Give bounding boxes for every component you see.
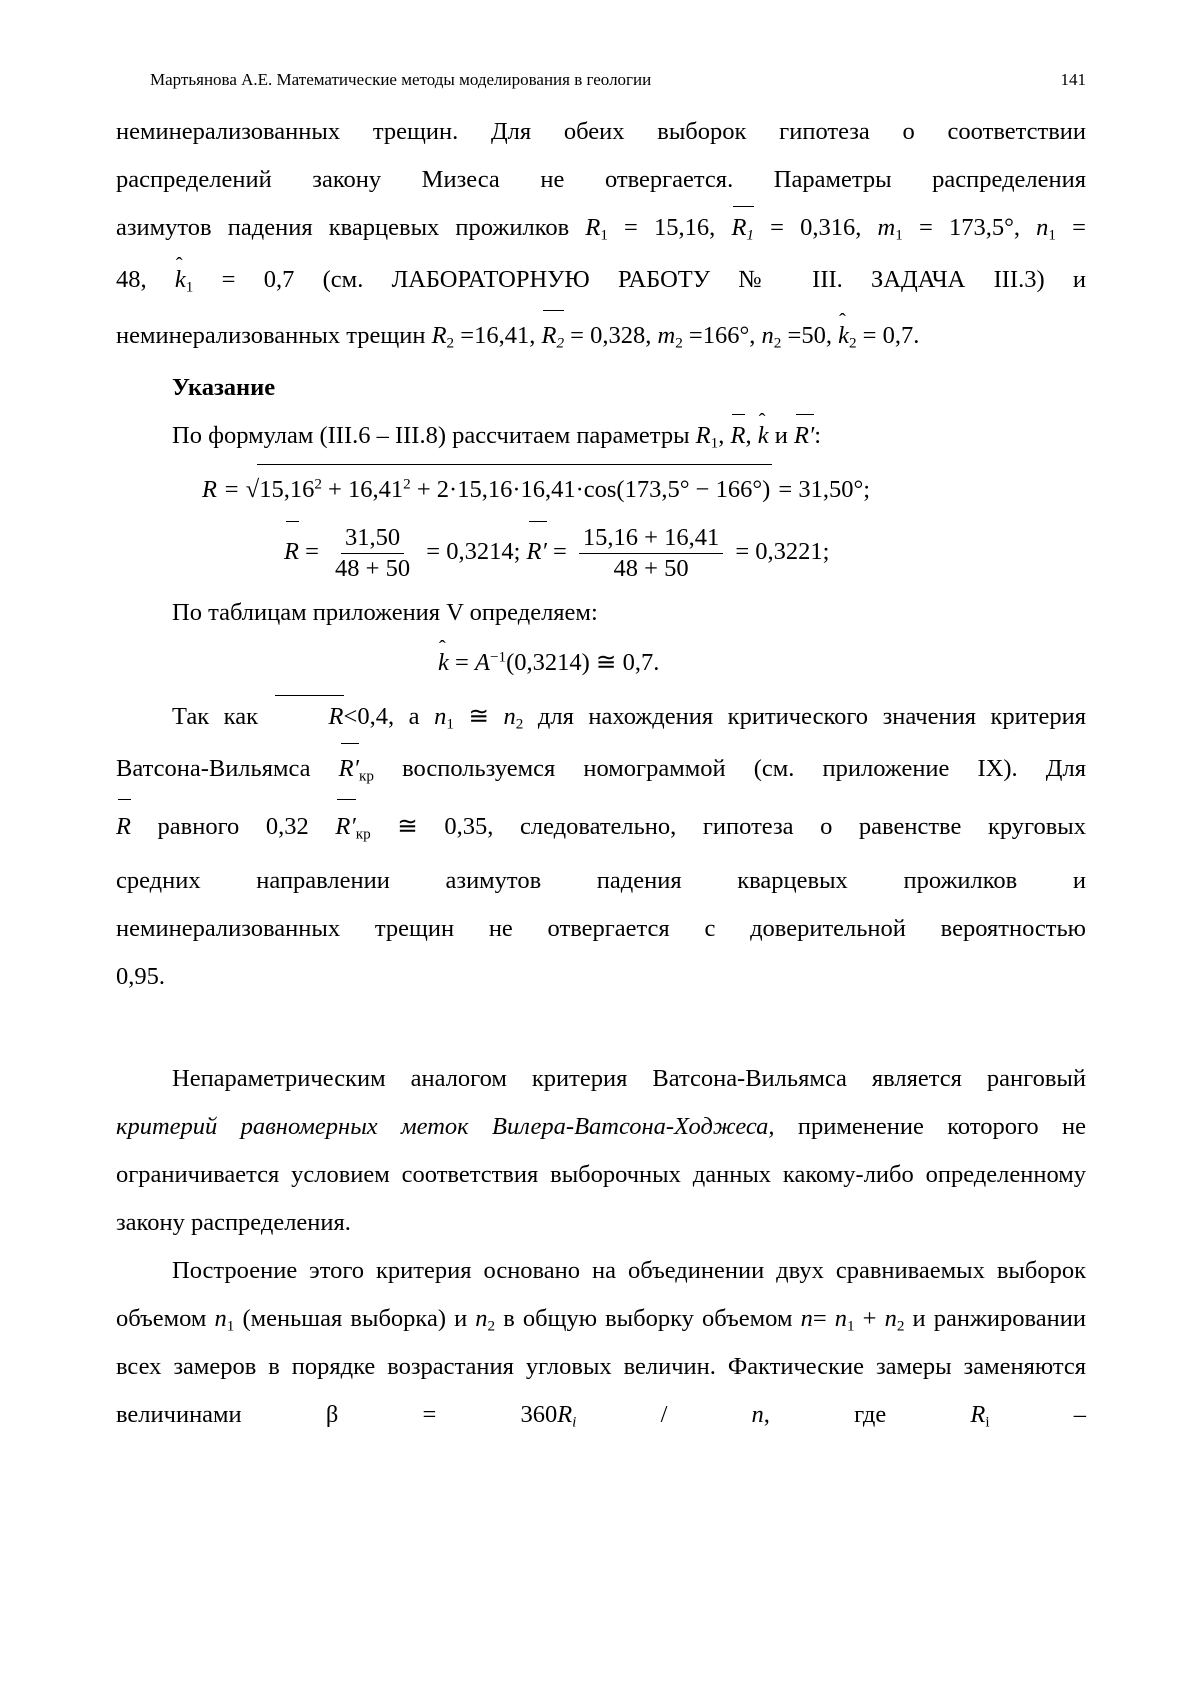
formula-kappa: ˆ $k = A^{-1}(0,3214)$ ≅ 0,7. [116, 637, 1086, 689]
page-body [116, 108, 1086, 1439]
text-line: 0,95. [116, 963, 165, 990]
text-line: По формулам (III.6 – III.8) рассчитаем параметры $R_1$, R, ˆ k и R′: [116, 412, 1086, 460]
formula-mean-resultant: R = $\frac{31,50}{48 + 50}$ = 0,3214; R′ = $\frac{15,16 + 16,41}{48 + 50}$ = 0,3221; [116, 519, 1086, 585]
paragraph-1 [116, 108, 1086, 364]
section-heading: Указание [172, 374, 276, 401]
text-line: азимутов падения кварцевых прожилков $R_1 = 15,16$, $R_1 = 0,316$, $m_1 = 173,5^\circ$, $n_1$ = [116, 204, 1086, 252]
text-line: Ватсона-Вильямса $R'_{кр}$ воспользуемся номограммой (см. приложение IX). Для [116, 741, 1086, 797]
page-number: 141 [1060, 70, 1086, 89]
text-line: распределений закону Мизеса не отвергается. Параметры распределения [116, 166, 1086, 193]
paragraph-6: Построение этого критерия основано на объединении двух сравниваемых выборок объемом $n_1$ (меньшая выборка) и $n_2$ в общую выборку объемом $n= n_1 + n_2$ и ранжировании всех замеров в порядке возрастания угловых величин. Фактические замеры заменяются величинами $\beta = 360R_i / n$, где $R_i$ – [116, 1257, 1087, 1431]
text-line: По таблицам приложения V определяем: [172, 599, 598, 626]
page-header [150, 70, 1086, 94]
text-line: R равного 0,32 $R'_{кр}$ ≅ 0,35, следовательно, гипотеза о равенстве круговых [116, 797, 1086, 857]
text-line: Так как R<0,4, а $n_1$ ≅ $n_2$ для нахождения критического значения критерия [116, 693, 1086, 741]
text-line: неминерализованных трещин. Для обеих выборок гипотеза о соответствии [116, 118, 1086, 145]
text-line: средних направлении азимутов падения кварцевых прожилков и [116, 867, 1086, 894]
paragraph-5: Непараметрическим аналогом критерия Ватсона-Вильямса является ранговый критерий равномерных меток Вилера-Ватсона-Ходжеса, применение которого не ограничивается условием соответствия выборочных данных какому-либо определенному закону распределения. [116, 1065, 1087, 1236]
text-line: 48, ˆ $k_1 = 0,7$ (см. ЛАБОРАТОРНУЮ РАБОТУ № III. ЗАДАЧА III.3) и [116, 252, 1086, 308]
radicand: $15,16^2 + 16,41^2 + 2\cdot 15,16\cdot 16,41\cdot\cos(173,5^\circ - 166^\circ)$ [257, 464, 772, 515]
text-line: неминерализованных трещин не отвергается с доверительной вероятностью [116, 915, 1086, 942]
paragraph-4 [116, 693, 1086, 1001]
text-line: неминерализованных трещин $R_2 =16,41$, $R_2 = 0,328$, $m_2 =166^\circ$, $n_2 =50$, ˆ $k_2 = 0,7$. [116, 308, 1086, 364]
formula-resultant-length: $R = √15,16^2 + 16,41^2 + 2\cdot 15,16\cdot 16,41\cdot\cos(173,5^\circ - 166^\circ) = 31,50^\circ$; [116, 464, 1086, 515]
running-title: Мартьянова А.Е. Математические методы моделирования в геологии [150, 70, 652, 89]
